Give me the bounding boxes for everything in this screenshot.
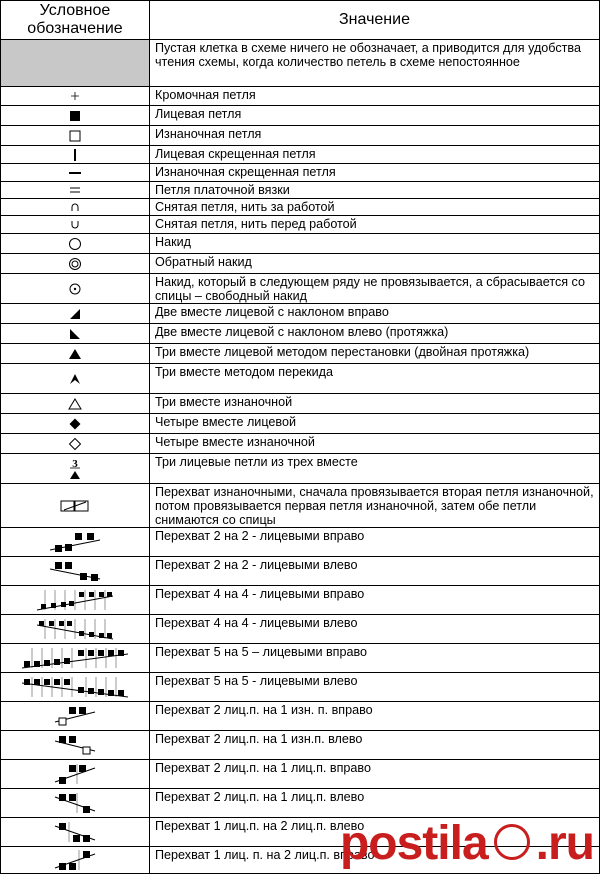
cable-1-2k-left-icon bbox=[1, 818, 150, 847]
empty-square-icon bbox=[1, 126, 150, 146]
row-text: Петля платочной вязки bbox=[150, 182, 600, 199]
row-text: Три вместе методом перекида bbox=[150, 364, 600, 394]
gray-cell bbox=[1, 40, 150, 87]
double-circle-icon bbox=[1, 254, 150, 274]
row-text: Перехват 2 лиц.п. на 1 лиц.п. влево bbox=[150, 789, 600, 818]
circle-icon bbox=[1, 234, 150, 254]
cable-5x5-left-icon bbox=[1, 673, 150, 702]
watermark-left: postila bbox=[339, 817, 488, 870]
cup-icon bbox=[1, 216, 150, 234]
row-text: Перехват 5 на 5 – лицевыми вправо bbox=[150, 644, 600, 673]
cable-2x2-right-icon bbox=[1, 528, 150, 557]
watermark-right: .ru bbox=[535, 817, 594, 870]
row-text: Перехват 4 на 4 - лицевыми вправо bbox=[150, 586, 600, 615]
row-text: Перехват 2 лиц.п. на 1 лиц.п. вправо bbox=[150, 760, 600, 789]
plus-icon bbox=[1, 87, 150, 106]
row-text: Перехват изнаночными, сначала провязывается вторая петля изнаночной, потом провязывается первая петля изнаночной, затем обе петли снимаются со спицы bbox=[150, 484, 600, 528]
row-text: Три вместе изнаночной bbox=[150, 394, 600, 414]
cable-2-1p-right-icon bbox=[1, 702, 150, 731]
row-text: Лицевая петля bbox=[150, 106, 600, 126]
cap-icon bbox=[1, 199, 150, 216]
header-meaning: Значение bbox=[150, 1, 600, 40]
row-text: Снятая петля, нить перед работой bbox=[150, 216, 600, 234]
cable-2-1p-left-icon bbox=[1, 731, 150, 760]
row-text: Три вместе лицевой методом перестановки (двойная протяжка) bbox=[150, 344, 600, 364]
cable-2-1k-right-icon bbox=[1, 760, 150, 789]
cable-4x4-left-icon bbox=[1, 615, 150, 644]
header-symbol: Условное обозначение bbox=[1, 1, 150, 40]
triangle-left-icon bbox=[1, 324, 150, 344]
cable-1-2k-right-icon bbox=[1, 847, 150, 874]
flower-icon bbox=[494, 824, 530, 860]
filled-square-icon bbox=[1, 106, 150, 126]
horizontal-bar-icon bbox=[1, 164, 150, 182]
row-text: Обратный накид bbox=[150, 254, 600, 274]
vertical-bar-icon bbox=[1, 146, 150, 164]
empty-triangle-icon bbox=[1, 394, 150, 414]
row-text: Две вместе лицевой с наклоном вправо bbox=[150, 304, 600, 324]
filled-triangle-icon bbox=[1, 344, 150, 364]
arrowhead-icon bbox=[1, 364, 150, 394]
row-text: Перехват 2 на 2 - лицевыми влево bbox=[150, 557, 600, 586]
dot-circle-icon bbox=[1, 274, 150, 304]
three-triangle-icon bbox=[1, 454, 150, 484]
cable-2-1k-left-icon bbox=[1, 789, 150, 818]
row-text: Две вместе лицевой с наклоном влево (протяжка) bbox=[150, 324, 600, 344]
row-text: Перехват 4 на 4 - лицевыми влево bbox=[150, 615, 600, 644]
row-text: Перехват 5 на 5 - лицевыми влево bbox=[150, 673, 600, 702]
cross-purl-icon bbox=[1, 484, 150, 528]
row-text: Пустая клетка в схеме ничего не обозначает, а приводится для удобства чтения схемы, когда количество петель в схеме непостоянное bbox=[150, 40, 600, 87]
three-label: 3 bbox=[72, 457, 78, 470]
cable-5x5-right-icon bbox=[1, 644, 150, 673]
triangle-right-icon bbox=[1, 304, 150, 324]
row-text: Лицевая скрещенная петля bbox=[150, 146, 600, 164]
row-text: Изнаночная скрещенная петля bbox=[150, 164, 600, 182]
row-text: Перехват 1 лиц.п. на 2 лиц.п. влево bbox=[150, 818, 600, 847]
cable-4x4-right-icon bbox=[1, 586, 150, 615]
row-text: Перехват 2 на 2 - лицевыми вправо bbox=[150, 528, 600, 557]
row-text: Накид bbox=[150, 234, 600, 254]
row-text: Снятая петля, нить за работой bbox=[150, 199, 600, 216]
row-text: Перехват 2 лиц.п. на 1 изн.п. влево bbox=[150, 731, 600, 760]
double-line-icon bbox=[1, 182, 150, 199]
empty-diamond-icon bbox=[1, 434, 150, 454]
row-text: Четыре вместе изнаночной bbox=[150, 434, 600, 454]
cable-2x2-left-icon bbox=[1, 557, 150, 586]
watermark bbox=[340, 816, 594, 871]
row-text: Три лицевые петли из трех вместе bbox=[150, 454, 600, 484]
filled-diamond-icon bbox=[1, 414, 150, 434]
row-text: Перехват 1 лиц. п. на 2 лиц.п. вправо bbox=[150, 847, 600, 874]
row-text: Кромочная петля bbox=[150, 87, 600, 106]
row-text: Накид, который в следующем ряду не провязывается, а сбрасывается со спицы – свободный накид bbox=[150, 274, 600, 304]
row-text: Изнаночная петля bbox=[150, 126, 600, 146]
row-text: Перехват 2 лиц.п. на 1 изн. п. вправо bbox=[150, 702, 600, 731]
row-text: Четыре вместе лицевой bbox=[150, 414, 600, 434]
